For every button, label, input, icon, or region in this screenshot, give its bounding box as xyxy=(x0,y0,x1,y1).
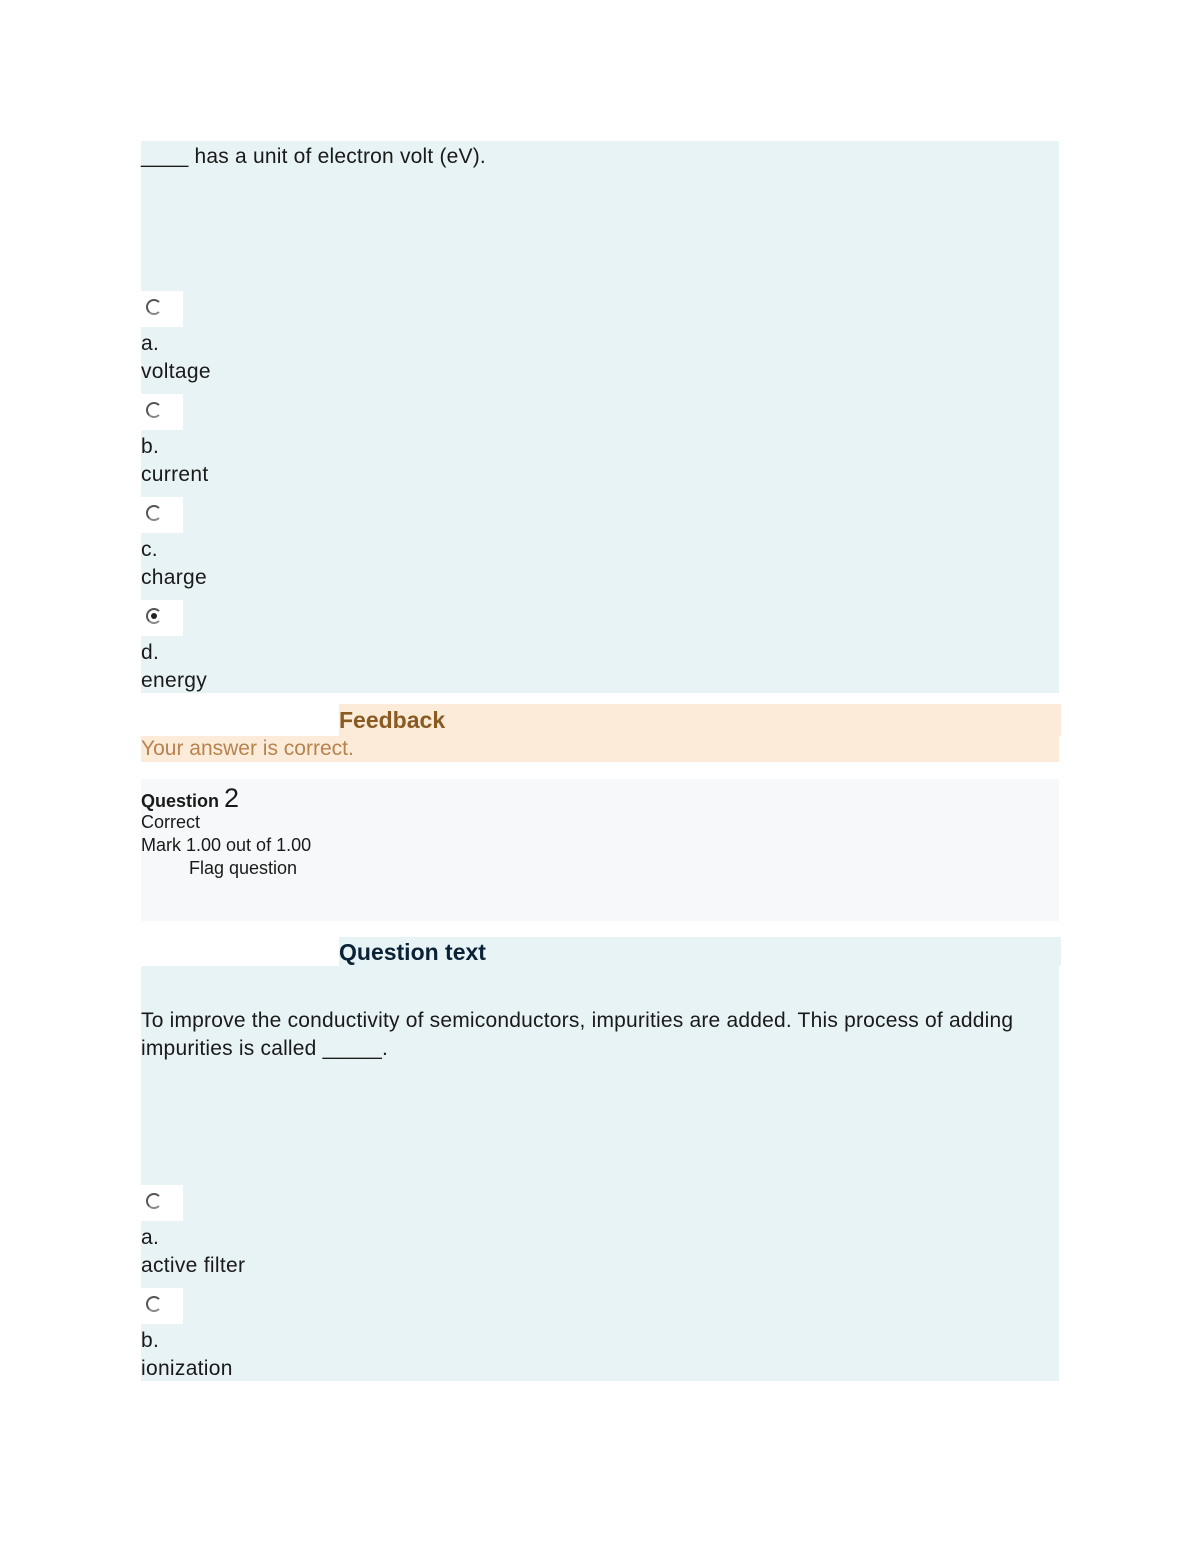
answer-text: charge xyxy=(141,566,208,589)
answer-option-d[interactable] xyxy=(141,600,207,695)
answer-option-a[interactable] xyxy=(141,291,211,386)
answer-option-c[interactable] xyxy=(141,497,207,592)
question-number-value: 2 xyxy=(224,783,240,813)
radio-button-b[interactable] xyxy=(141,1288,183,1324)
radio-selected-icon[interactable] xyxy=(146,608,162,624)
question-label: Question xyxy=(141,791,220,811)
question-mark: Mark 1.00 out of 1.00 xyxy=(141,835,312,855)
answer-text: active filter xyxy=(141,1254,246,1277)
answer-text: current xyxy=(141,463,209,486)
radio-icon[interactable] xyxy=(146,1296,162,1312)
radio-button-b[interactable] xyxy=(141,394,183,430)
question-status: Correct xyxy=(141,812,201,832)
answer-option-a[interactable] xyxy=(141,1185,245,1280)
answer-option-b[interactable] xyxy=(141,394,208,489)
answer-text: energy xyxy=(141,669,208,692)
answer-letter: a. xyxy=(141,1226,160,1249)
feedback-text: Your answer is correct. xyxy=(141,736,1059,762)
answer-letter: b. xyxy=(141,1329,160,1352)
question-1-content xyxy=(141,141,1059,693)
radio-button-d[interactable] xyxy=(141,600,183,636)
answer-letter: a. xyxy=(141,332,160,355)
radio-icon[interactable] xyxy=(146,1193,162,1209)
radio-icon[interactable] xyxy=(146,402,162,418)
question-2-info xyxy=(141,779,1059,921)
question-1-text: ____ has a unit of electron volt (eV). xyxy=(141,145,486,168)
answer-letter: b. xyxy=(141,435,160,458)
radio-icon[interactable] xyxy=(146,505,162,521)
question-number xyxy=(141,783,239,814)
radio-button-c[interactable] xyxy=(141,497,183,533)
question-2-text: To improve the conductivity of semiconductors, impurities are added. This process of adding impurities is called _____. xyxy=(141,1009,1014,1060)
answer-letter: d. xyxy=(141,641,160,664)
flag-question-link[interactable]: Flag question xyxy=(189,858,298,878)
question-text-heading: Question text xyxy=(339,937,1061,966)
answer-letter: c. xyxy=(141,538,158,561)
question-2-content xyxy=(141,966,1059,1381)
answer-text: ionization xyxy=(141,1357,233,1380)
answer-option-b[interactable] xyxy=(141,1288,233,1383)
radio-button-a[interactable] xyxy=(141,291,183,327)
answer-text: voltage xyxy=(141,360,211,383)
radio-icon[interactable] xyxy=(146,299,162,315)
feedback-heading: Feedback xyxy=(339,704,1061,736)
radio-button-a[interactable] xyxy=(141,1185,183,1221)
